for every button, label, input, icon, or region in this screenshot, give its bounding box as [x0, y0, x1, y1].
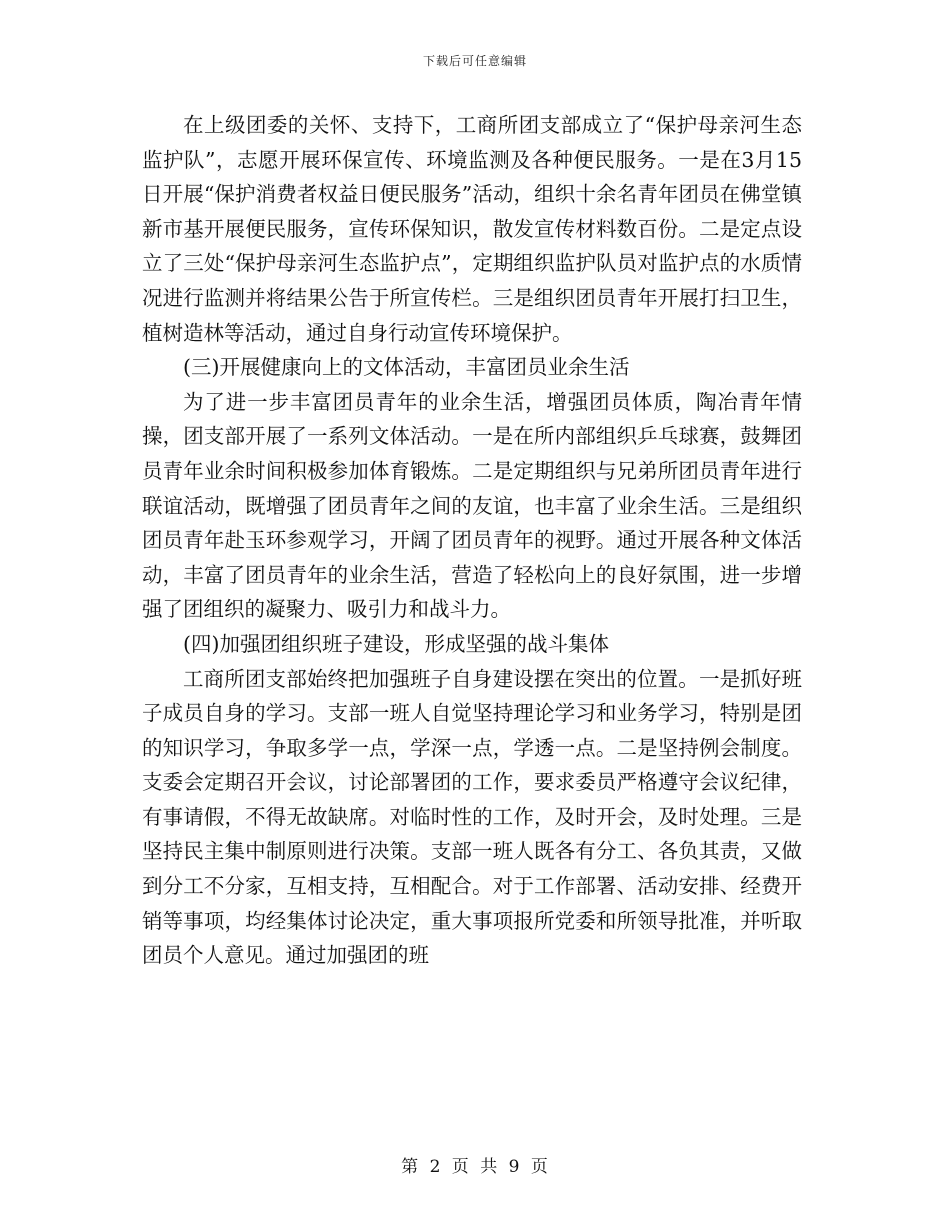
page-number-footer: 第 2 页 共 9 页	[401, 1157, 549, 1177]
section-heading-3: (三)开展健康向上的文体活动，丰富团员业余生活	[183, 355, 630, 380]
paragraph-cultural-activities: 为了进一步丰富团员青年的业余生活，增强团员体质，陶冶青年情操，团支部开展了一系列文体活动。一是在所内部组织乒乓球赛，鼓舞团员青年业余时间积极参加体育锻炼。二是定期组织与兄弟所团员青年进行联谊活动，既增强了团员青年之间的友谊，也丰富了业余生活。三是组织团员青年赴玉环参观学习，开阔了团员青年的视野。通过开展各种文体活动，丰富了团员青年的业余生活，营造了轻松向上的良好氛围，进一步增强了团组织的凝聚力、吸引力和战斗力。	[142, 389, 802, 622]
page-header: 下载后可任意编辑	[422, 54, 527, 68]
section-heading-4: (四)加强团组织班子建设，形成坚强的战斗集体	[183, 631, 609, 656]
paragraph-environmental-team: 在上级团委的关怀、支持下，工商所团支部成立了“保护母亲河生态监护队”，志愿开展环保宣传、环境监测及各种便民服务。一是在3月15日开展“保护消费者权益日便民服务”活动，组织十余名青年团员在佛堂镇新市基开展便民服务，宣传环保知识，散发宣传材料数百份。二是定点设立了三处“保护母亲河生态监护点”，定期组织监护队员对监护点的水质情况进行监测并将结果公告于所宣传栏。三是组织团员青年开展打扫卫生，植树造林等活动，通过自身行动宣传环境保护。	[142, 113, 802, 345]
paragraph-team-building: 工商所团支部始终把加强班子自身建设摆在突出的位置。一是抓好班子成员自身的学习。支部一班人自觉坚持理论学习和业务学习，特别是团的知识学习，争取多学一点，学深一点，学透一点。二是坚持例会制度。支委会定期召开会议，讨论部署团的工作，要求委员严格遵守会议纪律，有事请假，不得无故缺席。对临时性的工作，及时开会，及时处理。三是坚持民主集中制原则进行决策。支部一班人既各有分工、各负其责，又做到分工不分家，互相支持，互相配合。对于工作部署、活动安排、经费开销等事项，均经集体讨论决定，重大事项报所党委和所领导批准，并听取团员个人意见。通过加强团的班	[142, 666, 802, 968]
document-body	[142, 108, 802, 973]
